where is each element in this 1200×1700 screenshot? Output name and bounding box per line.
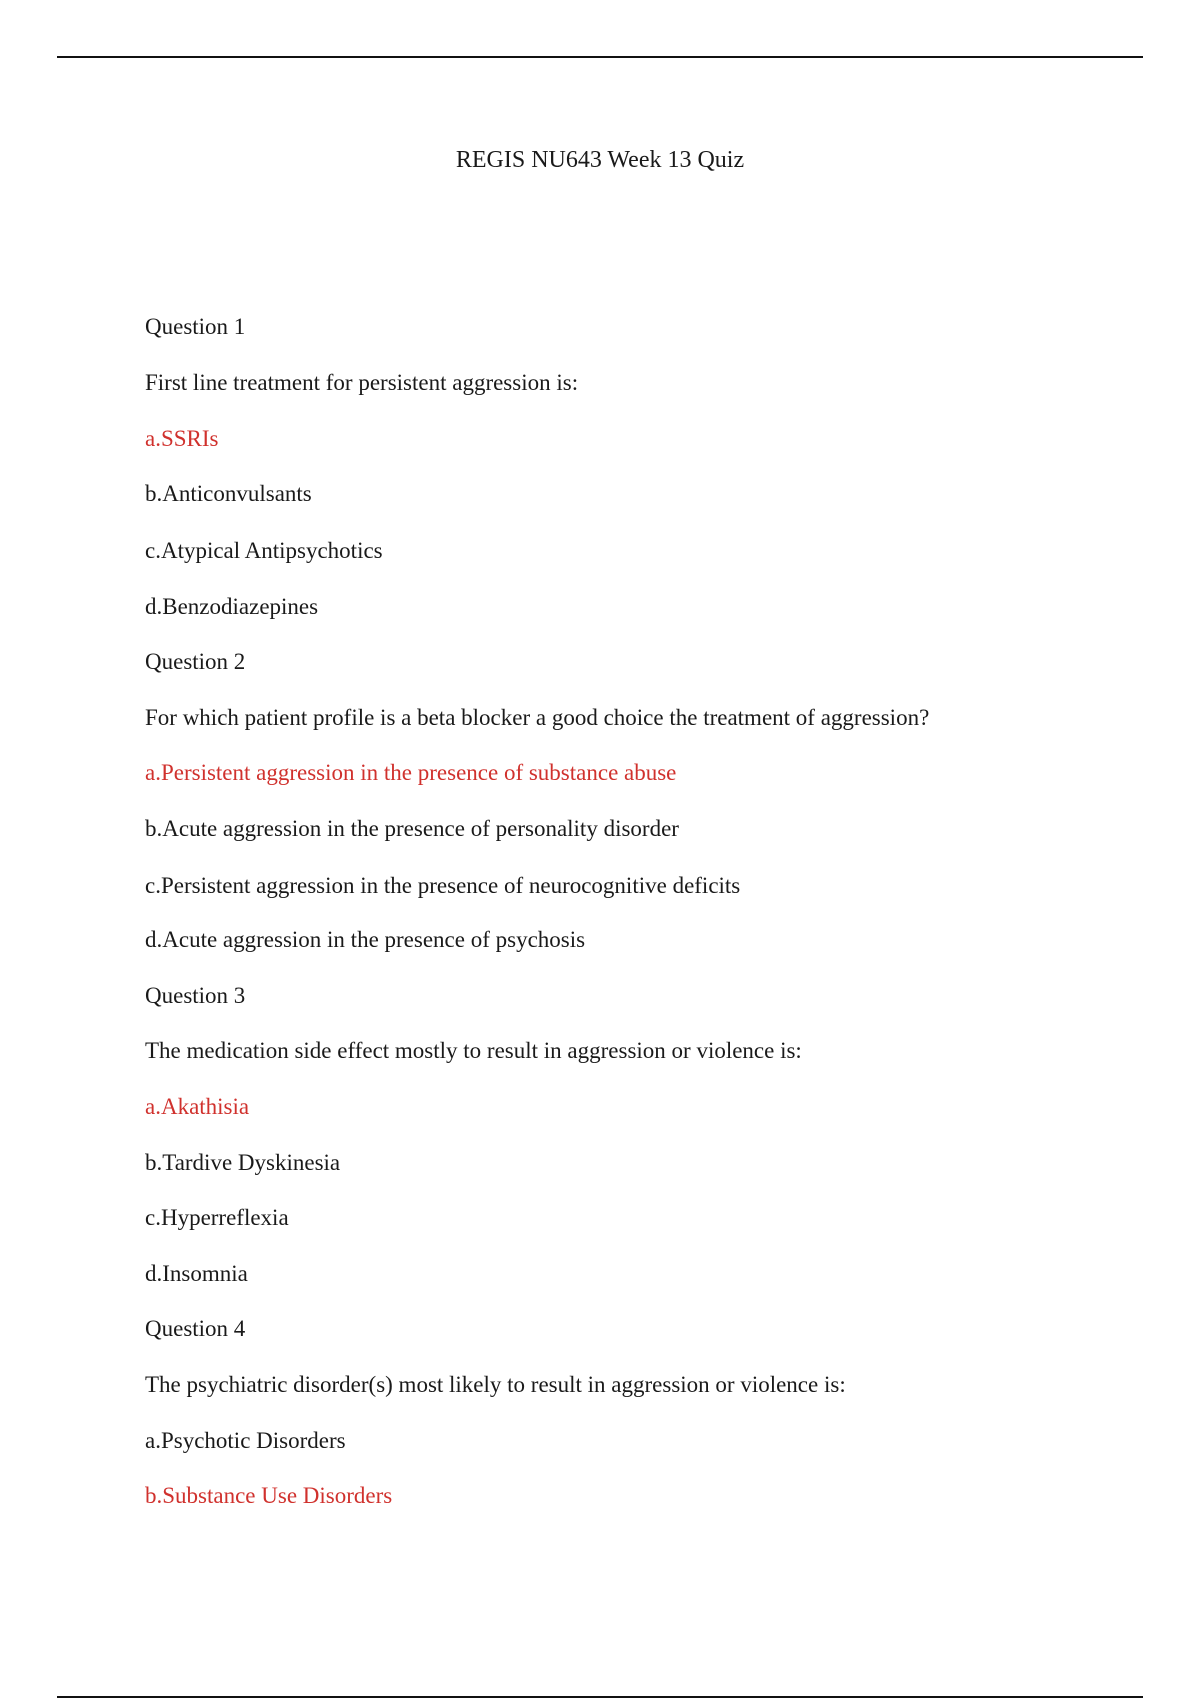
bottom-rule bbox=[57, 1696, 1143, 1698]
question-4-option-b: b.Substance Use Disorders bbox=[145, 1483, 393, 1508]
question-1-option-a: a.SSRIs bbox=[145, 426, 219, 451]
question-3-option-b: b.Tardive Dyskinesia bbox=[145, 1150, 341, 1175]
question-1-prompt: First line treatment for persistent aggression is: bbox=[145, 370, 579, 395]
top-rule bbox=[57, 56, 1143, 58]
question-2-prompt: For which patient profile is a beta blocker a good choice the treatment of aggression? bbox=[145, 705, 930, 730]
question-2-option-c: c.Persistent aggression in the presence of neurocognitive deficits bbox=[145, 873, 741, 898]
question-1-option-b: b.Anticonvulsants bbox=[145, 481, 312, 506]
question-3-option-a: a.Akathisia bbox=[145, 1094, 250, 1119]
question-1-label: Question 1 bbox=[145, 314, 246, 339]
document-title: REGIS NU643 Week 13 Quiz bbox=[455, 147, 745, 173]
question-3-label: Question 3 bbox=[145, 983, 246, 1008]
question-2-option-b: b.Acute aggression in the presence of personality disorder bbox=[145, 816, 679, 841]
question-3-option-d: d.Insomnia bbox=[145, 1261, 248, 1286]
question-2-option-a: a.Persistent aggression in the presence of substance abuse bbox=[145, 760, 677, 785]
question-3-prompt: The medication side effect mostly to result in aggression or violence is: bbox=[145, 1038, 802, 1063]
question-1-option-d: d.Benzodiazepines bbox=[145, 594, 319, 619]
question-4-option-a: a.Psychotic Disorders bbox=[145, 1428, 346, 1453]
question-4-label: Question 4 bbox=[145, 1316, 246, 1341]
question-2-option-d: d.Acute aggression in the presence of psychosis bbox=[145, 927, 586, 952]
question-3-option-c: c.Hyperreflexia bbox=[145, 1205, 289, 1230]
question-4-prompt: The psychiatric disorder(s) most likely to result in aggression or violence is: bbox=[145, 1372, 846, 1397]
question-2-label: Question 2 bbox=[145, 649, 246, 674]
question-1-option-c: c.Atypical Antipsychotics bbox=[145, 538, 383, 563]
